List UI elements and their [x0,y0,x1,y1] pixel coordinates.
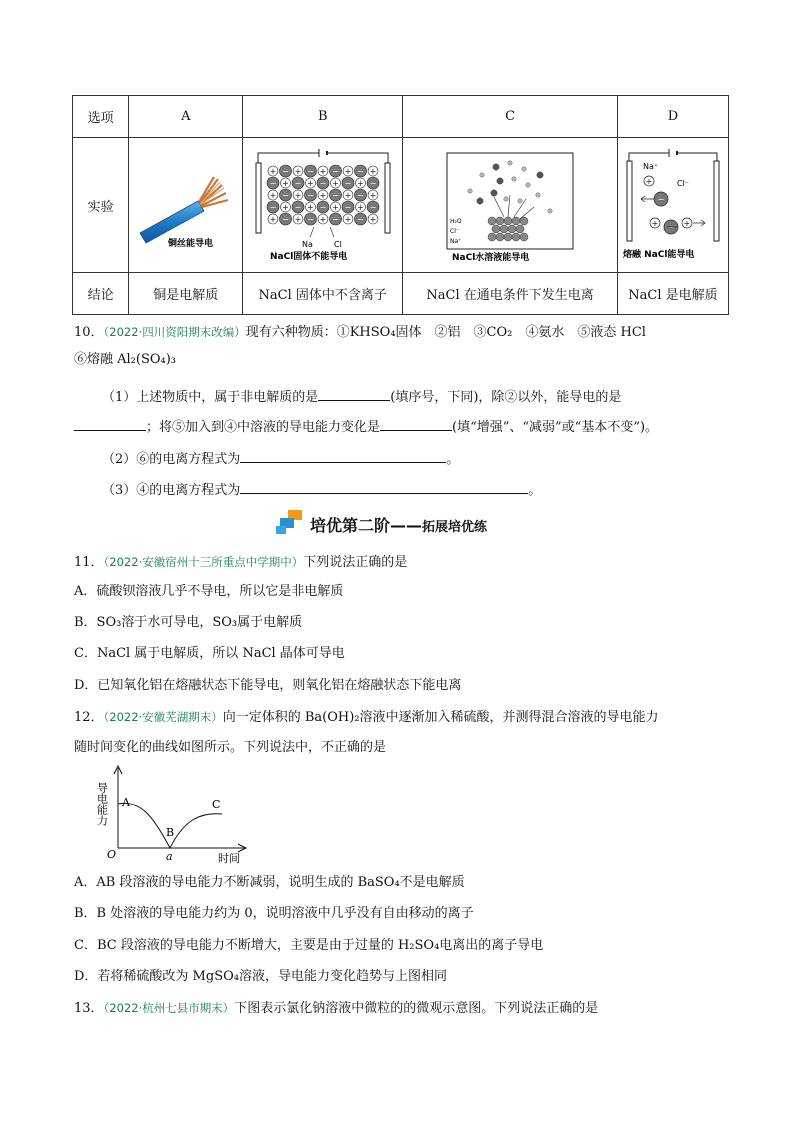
label-h2o: H₂O [450,218,462,225]
svg-text:+: + [281,203,289,212]
q12-number: 12． [74,710,104,725]
conclusion-c: NaCl 在通电条件下发生电离 [403,273,618,315]
svg-text:+: + [294,215,302,224]
svg-text:+: + [645,177,653,186]
svg-text:+: + [369,167,377,176]
q10-p1-text-d: (填“增强”、“减弱”或“基本不变”)。 [452,420,659,435]
hydrated-ion [468,189,472,193]
conclusion-a: 铜是电解质 [129,273,243,315]
svg-text:−: − [657,195,665,204]
svg-text:−: − [356,167,364,176]
caption-nacl-solid: NaCl固体不能导电 [269,252,348,262]
copper-wire-illustration [130,143,242,263]
table-conclusion-row [73,273,729,315]
x-axis-label: 时间 [218,852,240,865]
label-d-cl: Cl⁻ [676,179,690,188]
origin-label: O [107,848,117,861]
hydrated-ion [548,209,552,213]
header-d: D [617,96,728,138]
hydrated-ion [526,183,530,187]
hydrated-ion [504,197,508,201]
hydrated-ion [512,177,516,181]
label-na-plus: Na⁺ [450,238,462,245]
q10-blank-2[interactable] [74,416,146,431]
q12-option-c[interactable]: C．BC 段溶液的导电能力不断增大，主要是由于过量的 H₂SO₄电离出的离子导电 [74,938,544,953]
point-label-c: C [212,798,221,811]
q10-part3 [102,479,541,501]
section-dash: —— [390,516,423,535]
svg-text:−: − [281,215,289,224]
q11-stem [74,552,407,573]
q11-option-c[interactable]: C．NaCl 属于电解质，所以 NaCl 晶体可导电 [74,646,345,661]
caption-nacl-solution: NaCl水溶液能导电 [452,253,530,263]
svg-text:−: − [356,215,364,224]
q10-part1 [102,386,621,408]
label-cl-minus: Cl⁻ [450,228,460,235]
hydrated-ion [480,173,484,177]
svg-text:+: + [294,167,302,176]
section-title-main: 培优第二阶 [310,516,391,535]
svg-text:+: + [356,179,364,188]
table-experiment-row [73,138,729,273]
svg-text:+: + [344,167,352,176]
hydrated-ion [491,190,497,196]
svg-text:+: + [369,191,377,200]
header-option: 选项 [73,96,129,138]
q12-stem-line2: 随时间变化的曲线如图所示。下列说法中，不正确的是 [74,740,387,755]
figure-nacl-solid [243,138,403,273]
section-subtitle: 拓展培优练 [422,520,488,535]
header-b: B [243,96,403,138]
q12-source: （2022·安徽芜湖期末） [103,710,223,724]
q12-stem [74,707,659,728]
hydrated-ion [536,193,540,197]
svg-text:−: − [356,191,364,200]
section-title [310,513,487,536]
q10-blank-4[interactable] [240,448,446,463]
q11-stem-text: 下列说法正确的是 [303,555,408,570]
svg-text:+: + [356,203,364,212]
q12-option-b[interactable]: B．B 处溶液的导电能力约为 0，说明溶液中几乎没有自由移动的离子 [74,906,474,921]
conclusion-b: NaCl 固体中不含离子 [243,273,403,315]
q13-number: 13． [74,1001,104,1016]
q10-number: 10． [74,325,104,340]
q10-part1-cont [74,416,658,438]
caption-molten-nacl: 熔融 NaCl能导电 [622,250,695,260]
label-cl: Cl [333,240,342,249]
ion-lattice [267,165,379,225]
svg-text:+: + [294,191,302,200]
q11-option-b[interactable]: B．SO₃溶于水可导电，SO₃属于电解质 [74,615,303,630]
hydrated-ion [508,161,512,165]
header-a: A [129,96,243,138]
svg-text:−: − [269,179,277,188]
q11-option-a[interactable]: A．硫酸钡溶液几乎不导电，所以它是非电解质 [74,584,344,599]
experiment-table [72,95,729,315]
svg-text:+: + [306,203,314,212]
hydrated-ion [537,172,543,178]
q10-stem [74,322,646,343]
row-label-conclusion: 结论 [73,273,129,315]
figure-nacl-solution [403,138,618,273]
point-label-b: B [166,826,175,839]
svg-text:+: + [306,179,314,188]
svg-text:−: − [344,203,352,212]
svg-text:−: − [281,191,289,200]
svg-text:−: − [281,167,289,176]
q10-p1-text-b: (填序号，下同)，除②以外，能导电的是 [390,390,622,405]
q13-stem [74,998,598,1019]
q13-stem-text: 下图表示氯化钠溶液中微粒的的微观示意图。下列说法正确的是 [234,1001,599,1016]
q10-p1-text-a: （1）上述物质中，属于非电解质的是 [102,390,319,405]
q11-number: 11． [74,555,104,570]
q10-p2-text: （2）⑥的电离方程式为 [102,452,241,467]
hydrated-ion [522,167,526,171]
svg-text:−: − [331,191,339,200]
q11-option-d[interactable]: D．已知氧化铝在熔融状态下能导电，则氧化铝在熔融状态下能电离 [74,678,462,693]
svg-text:+: + [269,191,277,200]
q10-source: （2022·四川资阳期末改编） [103,325,246,339]
hydrated-ion [477,198,483,204]
nacl-solution-illustration [410,141,610,265]
svg-text:+: + [269,215,277,224]
q10-p3-end: 。 [528,483,542,498]
q10-blank-3[interactable] [380,416,452,431]
svg-text:+: + [269,167,277,176]
svg-text:−: − [369,179,377,188]
molten-nacl-illustration [619,141,727,265]
figure-copper-wire [129,138,243,273]
q10-p1-text-c: ；将⑤加入到④中溶液的导电能力变化是 [146,420,381,435]
svg-text:−: − [269,203,277,212]
svg-text:+: + [344,215,352,224]
conclusion-d: NaCl 是电解质 [617,273,728,315]
hydrated-ion [518,199,522,203]
svg-text:−: − [331,215,339,224]
q11-source: （2022·安徽宿州十三所重点中学期中） [103,555,304,569]
svg-text:−: − [294,203,302,212]
svg-text:−: − [306,167,314,176]
svg-text:−: − [319,203,327,212]
table-header-row [73,96,729,138]
svg-text:−: − [306,191,314,200]
q10-p3-text: （3）④的电离方程式为 [102,483,241,498]
q10-part2 [102,448,459,470]
svg-text:+: + [281,179,289,188]
svg-text:+: + [331,203,339,212]
svg-text:−: − [667,223,675,232]
svg-text:−: − [344,179,352,188]
point-label-a: A [122,796,130,809]
y-axis-label: 导电能力 [96,782,109,826]
q12-option-a[interactable]: A．AB 段溶液的导电能力不断减弱，说明生成的 BaSO₄不是电解质 [74,875,465,890]
svg-text:−: − [331,167,339,176]
x-tick-label: a [166,850,173,863]
label-d-na: Na⁺ [642,162,659,171]
header-c: C [403,96,618,138]
svg-text:+: + [331,179,339,188]
section-heading [276,510,576,540]
svg-text:+: + [319,191,327,200]
q10-line1: 现有六种物质：①KHSO₄固体 ②铝 ③CO₂ ④氨水 ⑤液态 HCl [245,325,646,340]
q10-blank-1[interactable] [318,386,390,401]
label-na: Na [301,240,313,249]
svg-text:−: − [306,215,314,224]
svg-text:+: + [319,215,327,224]
section-icon [276,510,308,536]
q12-option-d[interactable]: D．若将稀硫酸改为 MgSO₄溶液，导电能力变化趋势与上图相同 [74,969,447,984]
svg-text:−: − [294,179,302,188]
caption-copper: 铜丝能导电 [167,239,213,249]
nacl-solid-illustration [244,141,402,265]
hydrated-ion [497,178,503,184]
svg-text:+: + [683,219,691,228]
svg-text:−: − [319,179,327,188]
svg-text:+: + [319,167,327,176]
q12-stem-line1: 向一定体积的 Ba(OH)₂溶液中逐渐加入稀硫酸，并测得混合溶液的导电能力 [222,710,659,725]
svg-text:+: + [369,215,377,224]
q10-blank-5[interactable] [240,479,528,494]
conductivity-chart [96,762,256,868]
svg-text:+: + [344,191,352,200]
q10-p2-end: 。 [446,452,460,467]
q13-source: （2022·杭州七县市期末） [103,1001,235,1015]
hydrated-ion [493,164,499,170]
figure-molten-nacl [617,138,728,273]
row-label-experiment: 实验 [73,138,129,273]
svg-text:+: + [651,219,659,228]
svg-text:−: − [369,203,377,212]
q10-line2: ⑥熔融 Al₂(SO₄)₃ [74,352,177,367]
